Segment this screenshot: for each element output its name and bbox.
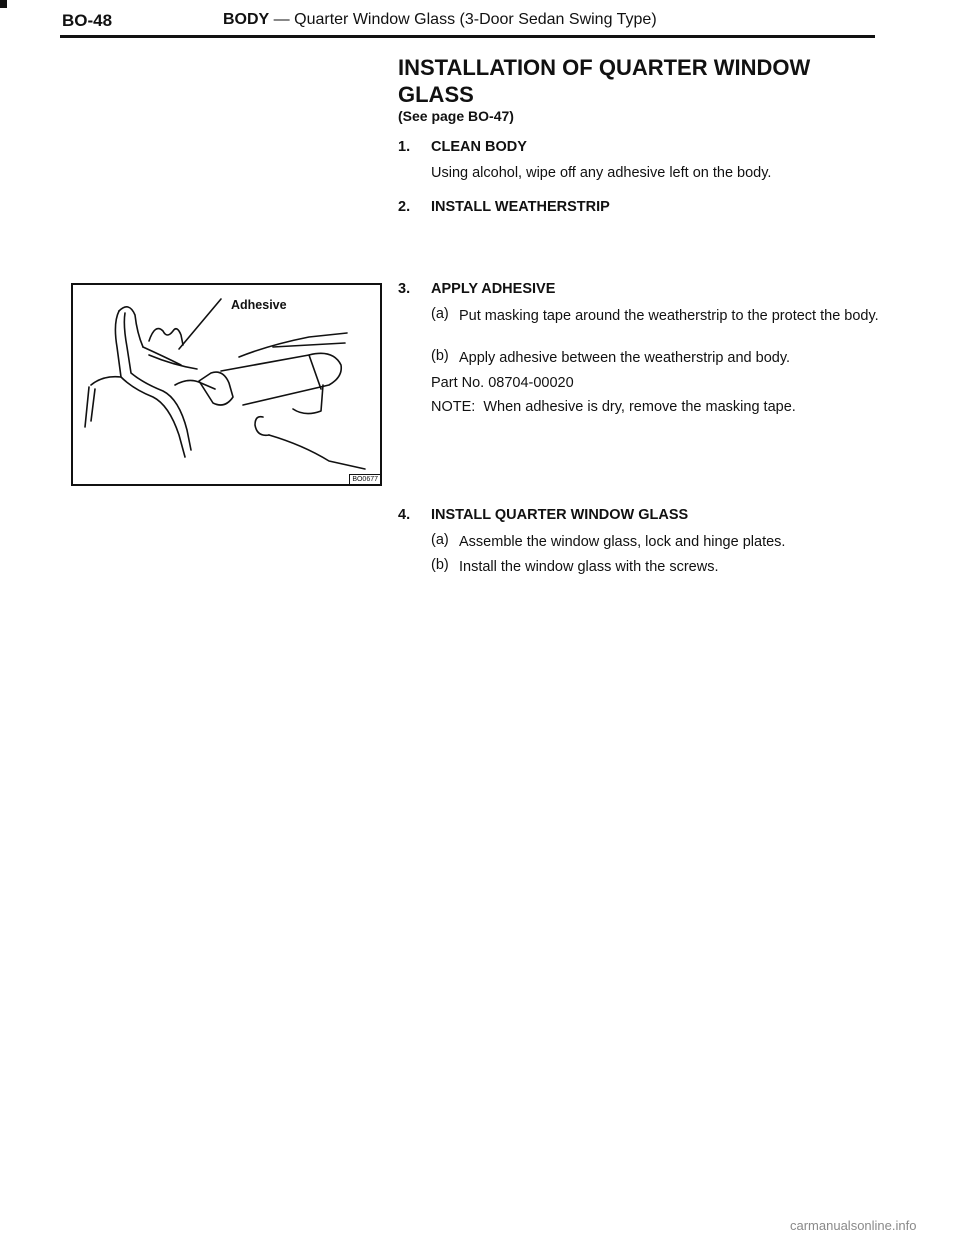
figure-code: BO0677 xyxy=(349,474,380,484)
step-1-text: Using alcohol, wipe off any adhesive left on the body. xyxy=(431,165,772,181)
page-title-line1: INSTALLATION OF QUARTER WINDOW xyxy=(398,55,811,80)
header-section: BODY xyxy=(223,11,270,28)
step-3b-text: Apply adhesive between the weatherstrip and body. xyxy=(459,350,791,366)
see-page-reference: (See page BO-47) xyxy=(398,108,514,124)
header-subtitle: — Quarter Window Glass (3-Door Sedan Swing Type) xyxy=(269,11,657,28)
page-title xyxy=(398,54,838,108)
watermark: carmanualsonline.info xyxy=(790,1218,917,1233)
corner-mark xyxy=(0,0,7,8)
step-3-title: APPLY ADHESIVE xyxy=(431,281,556,297)
step-3a-letter: (a) xyxy=(431,306,449,322)
step-3-part-number: Part No. 08704-00020 xyxy=(431,375,574,391)
step-3b-letter: (b) xyxy=(431,348,449,364)
figure-label-adhesive: Adhesive xyxy=(231,298,287,312)
step-4-number: 4. xyxy=(398,507,411,523)
step-1-number: 1. xyxy=(398,139,411,155)
step-4b-text: Install the window glass with the screws. xyxy=(459,559,719,575)
adhesive-illustration xyxy=(71,283,382,486)
step-4-title: INSTALL QUARTER WINDOW GLASS xyxy=(431,507,689,523)
step-3-number: 3. xyxy=(398,281,411,297)
page-header xyxy=(223,11,657,29)
page-title-line2: GLASS xyxy=(398,82,474,107)
header-rule xyxy=(60,35,875,38)
step-2-number: 2. xyxy=(398,199,411,215)
step-3a-text: Put masking tape around the weatherstrip to the protect the body. xyxy=(459,308,879,324)
step-3-note: NOTE: When adhesive is dry, remove the masking tape. xyxy=(431,399,796,415)
page-number: BO-48 xyxy=(62,11,113,30)
step-2-title: INSTALL WEATHERSTRIP xyxy=(431,199,610,215)
step-1-title: CLEAN BODY xyxy=(431,139,527,155)
step-4a-text: Assemble the window glass, lock and hinge plates. xyxy=(459,534,786,550)
adhesive-drawing xyxy=(73,285,380,484)
step-4a-letter: (a) xyxy=(431,532,449,548)
step-4b-letter: (b) xyxy=(431,557,449,573)
